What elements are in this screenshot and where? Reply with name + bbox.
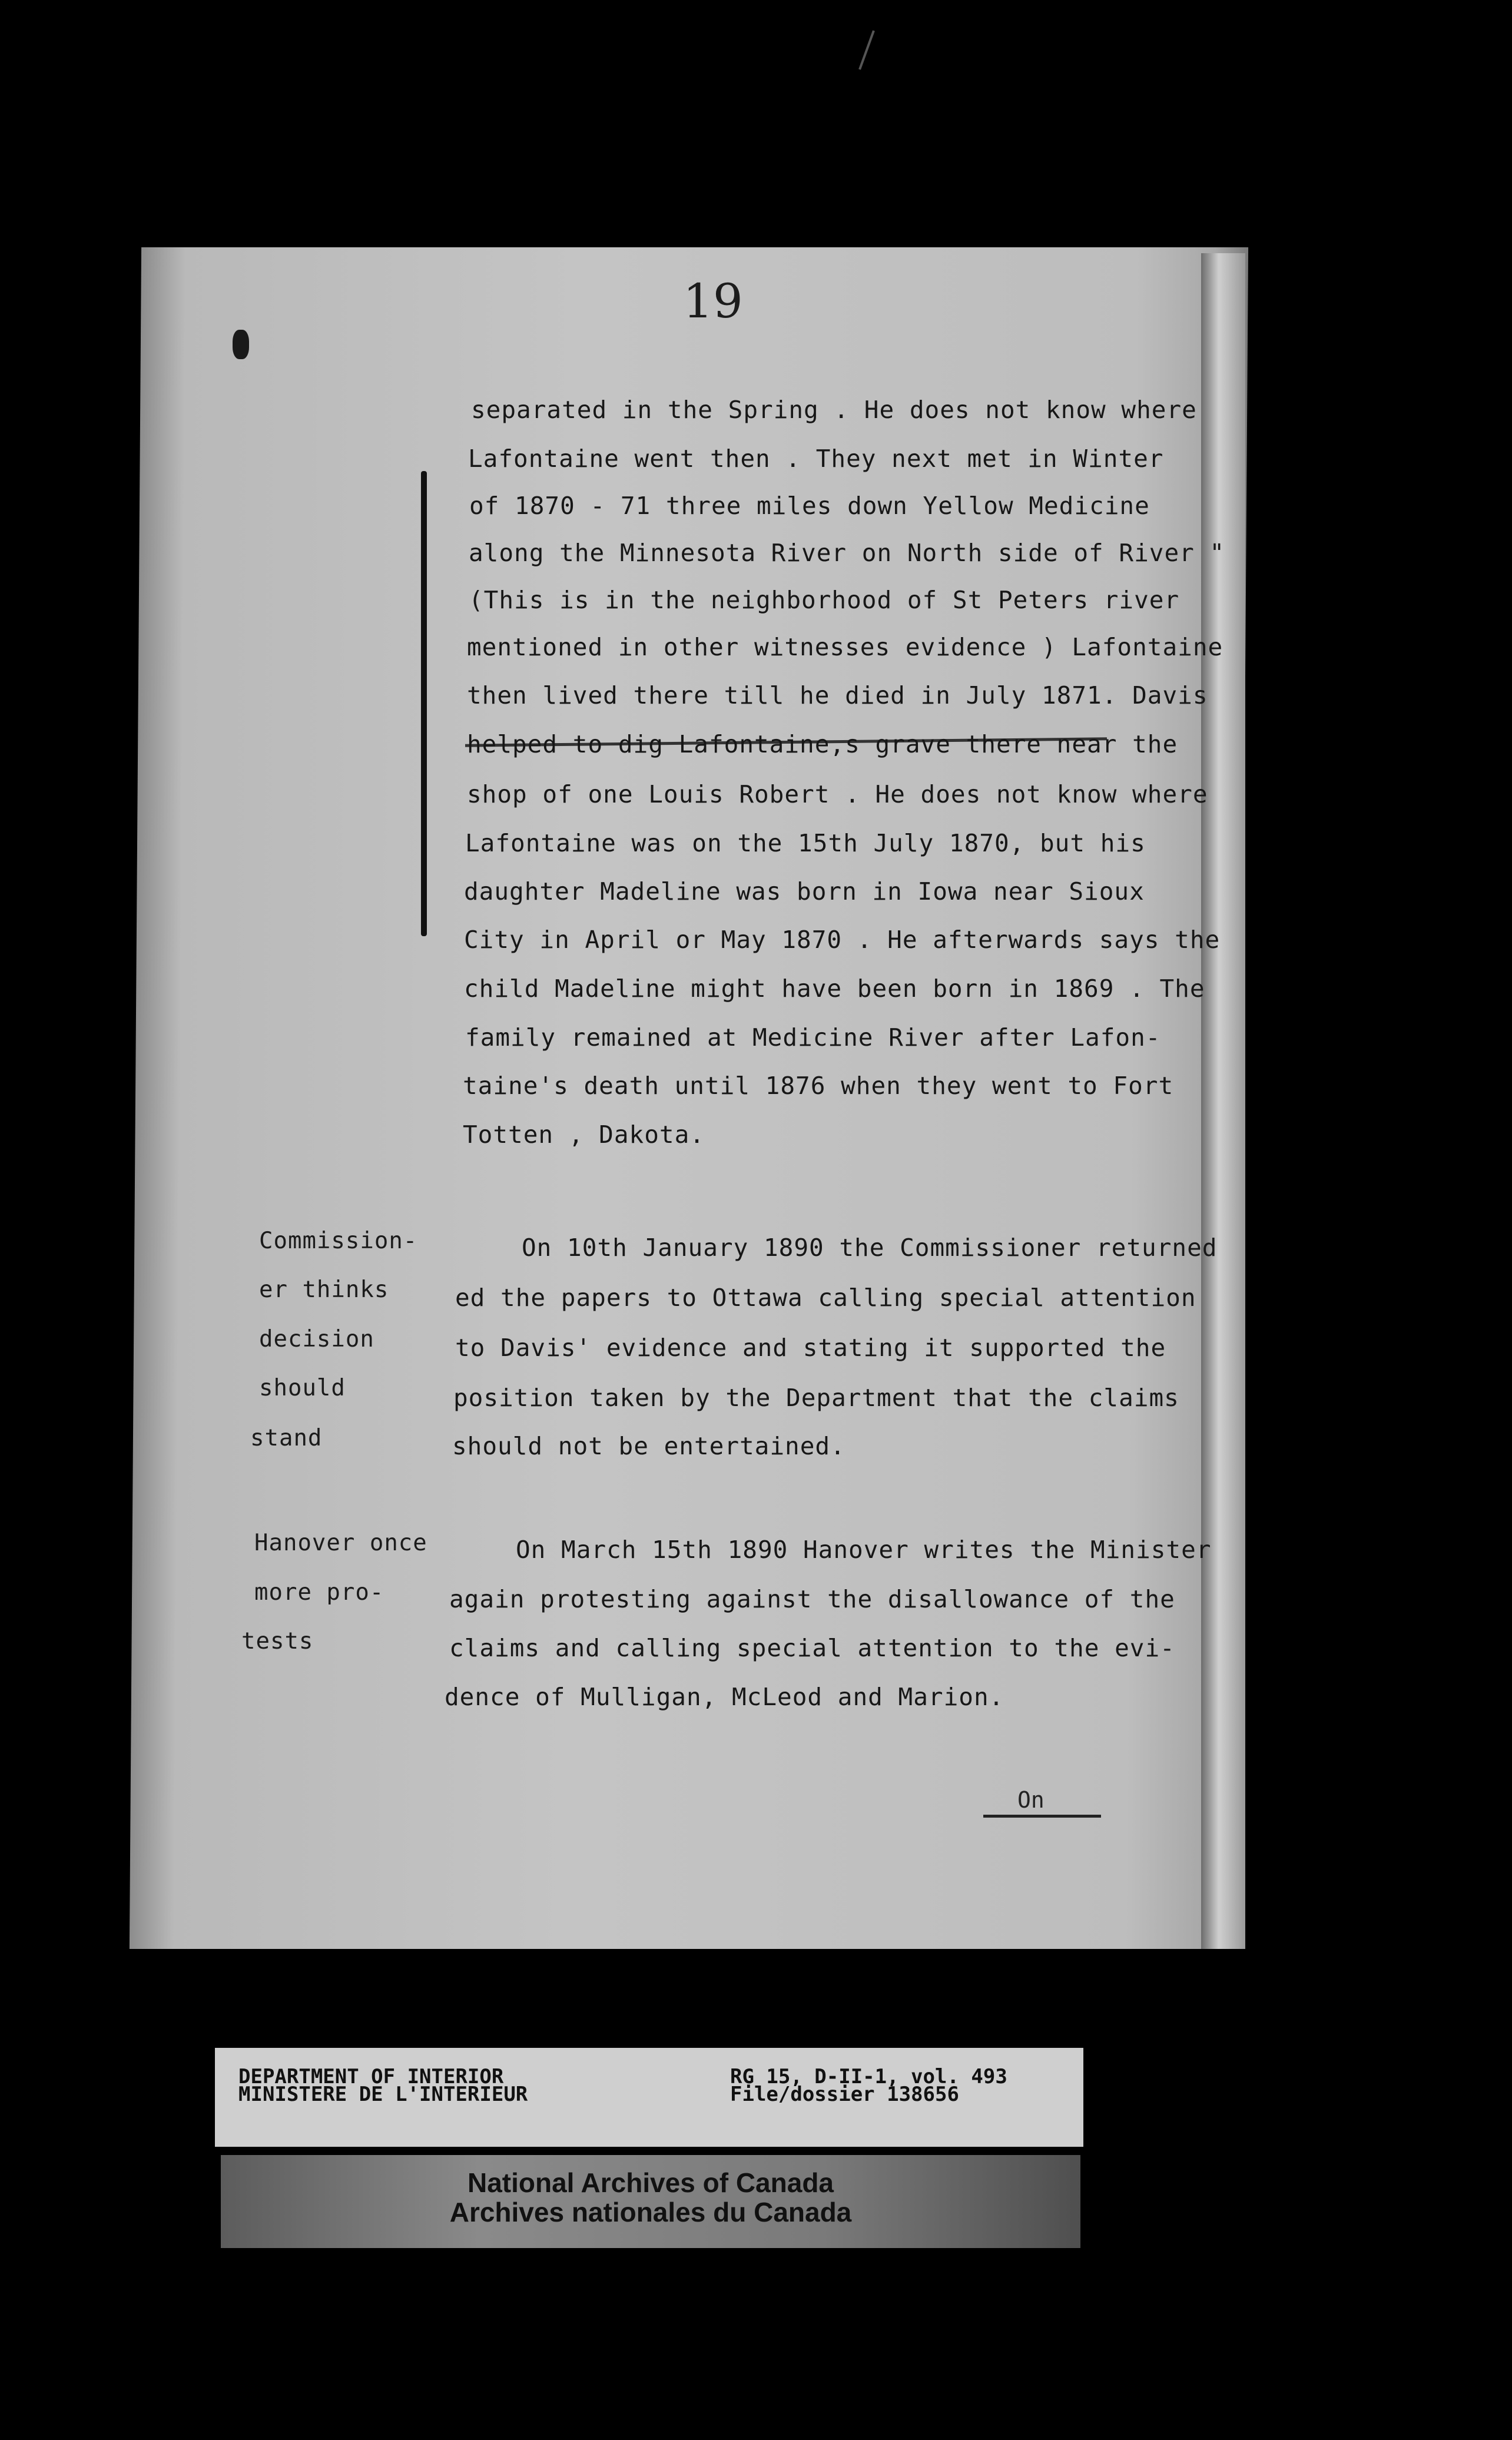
margin-line: should	[259, 1375, 346, 1401]
margin-line: more pro-	[254, 1579, 384, 1606]
text-line: (This is in the neighborhood of St Peters river	[469, 586, 1180, 614]
archives-stamp	[221, 2155, 1080, 2248]
page-number: 19	[683, 274, 743, 329]
text-line: On 10th January 1890 the Commissioner returned	[522, 1234, 1218, 1262]
text-line: family remained at Medicine River after Lafon-	[465, 1023, 1161, 1052]
department-en: DEPARTMENT OF INTERIOR	[238, 2065, 504, 2088]
text-line: mentioned in other witnesses evidence ) Lafontaine	[467, 633, 1223, 661]
text-line: child Madeline might have been born in 1869 . The	[464, 974, 1205, 1003]
text-line: again protesting against the disallowance of the	[449, 1585, 1175, 1613]
text-line: position taken by the Department that the claims	[453, 1384, 1179, 1412]
margin-line: Commission-	[259, 1228, 418, 1254]
pen-scribble	[858, 30, 875, 69]
text-line: should not be entertained.	[452, 1432, 845, 1460]
text-line: claims and calling special attention to the evi-	[449, 1634, 1175, 1662]
text-line: Lafontaine went then . They next met in Winter	[468, 445, 1164, 473]
margin-line: er thinks	[259, 1277, 389, 1303]
catchword: On	[1017, 1787, 1045, 1813]
text-line: Totten , Dakota.	[463, 1120, 705, 1149]
text-line: Lafontaine was on the 15th July 1870, but his	[465, 829, 1146, 857]
paper-blemish	[233, 330, 249, 359]
text-line: shop of one Louis Robert . He does not know where	[467, 780, 1208, 808]
text-line: City in April or May 1870 . He afterwards says the	[464, 926, 1221, 954]
margin-line: Hanover once	[254, 1530, 427, 1556]
text-line: ed the papers to Ottawa calling special attention	[455, 1284, 1196, 1312]
file-number: File/dossier 138656	[730, 2083, 959, 2106]
department-fr: MINISTERE DE L'INTERIEUR	[238, 2083, 528, 2106]
archives-name-en: National Archives of Canada	[467, 2167, 834, 2198]
text-line: then lived there till he died in July 1871. Davis	[467, 681, 1208, 710]
archives-name-fr: Archives nationales du Canada	[449, 2197, 852, 2227]
text-line: helped to dig Lafontaine,s grave there near the	[467, 730, 1178, 758]
text-line: of 1870 - 71 three miles down Yellow Medicine	[469, 492, 1150, 520]
page-edge	[1201, 253, 1245, 1949]
record-group: RG 15, D-II-1, vol. 493	[730, 2065, 1007, 2088]
catchword-rule	[983, 1815, 1101, 1818]
text-line: dence of Mulligan, McLeod and Marion.	[445, 1683, 1004, 1711]
margin-bar	[421, 471, 427, 936]
text-line: to Davis' evidence and stating it supported the	[455, 1334, 1166, 1362]
archive-reference-label	[215, 2048, 1083, 2147]
margin-line: stand	[250, 1425, 323, 1451]
text-line: along the Minnesota River on North side of River "	[469, 539, 1225, 567]
margin-line: decision	[259, 1326, 374, 1352]
text-line: separated in the Spring . He does not know where	[471, 396, 1197, 424]
text-line: daughter Madeline was born in Iowa near Sioux	[464, 877, 1145, 906]
text-line: On March 15th 1890 Hanover writes the Minister	[516, 1536, 1212, 1564]
margin-line: tests	[241, 1628, 314, 1655]
text-line: taine's death until 1876 when they went to Fort	[463, 1072, 1174, 1100]
